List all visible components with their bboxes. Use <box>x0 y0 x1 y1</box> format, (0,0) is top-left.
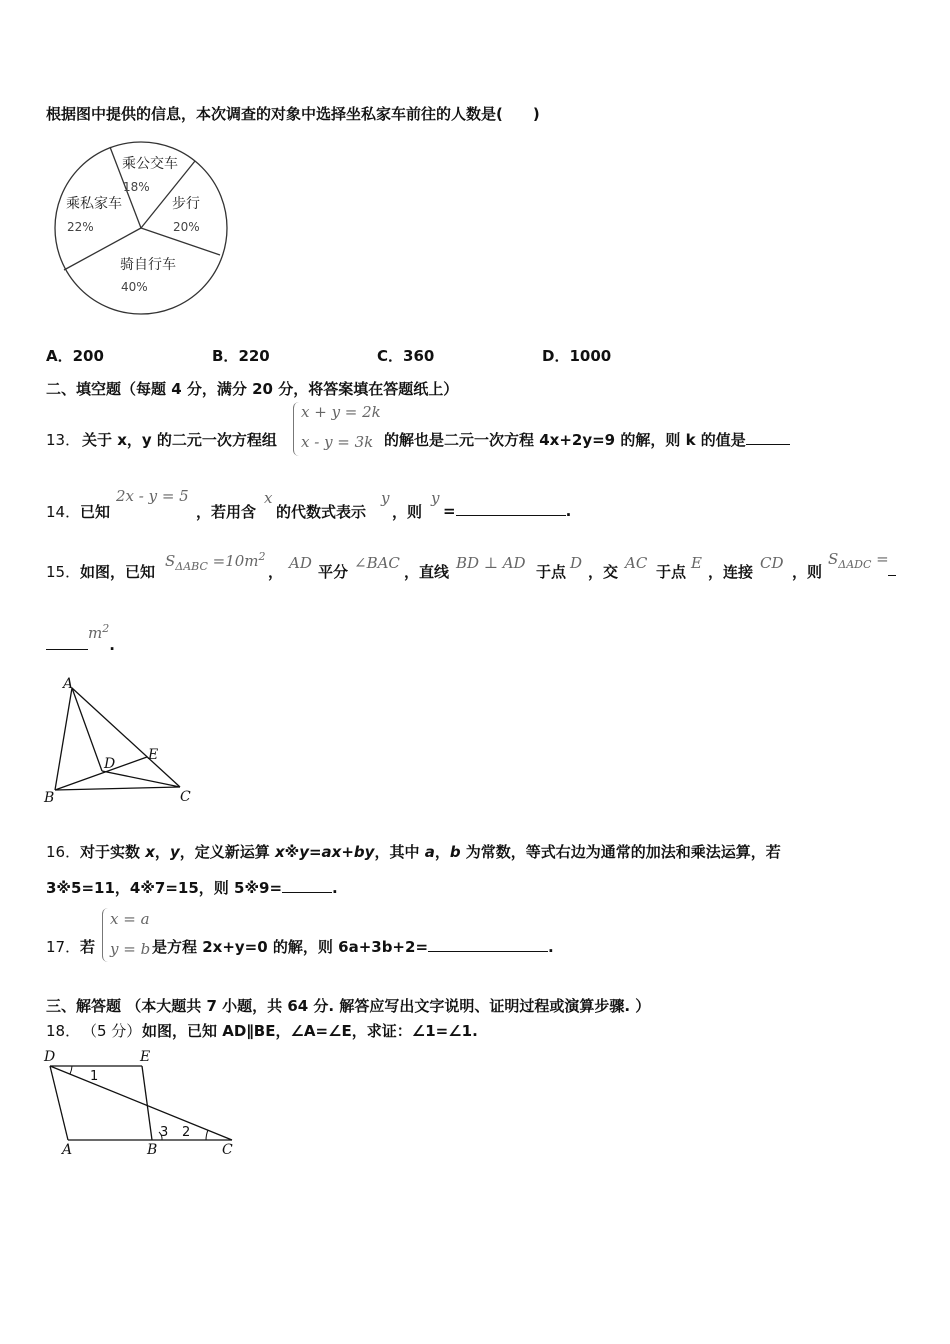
pie-label-bus: 乘公交车 <box>122 156 178 172</box>
q15-m4: BD ⊥ AD <box>456 554 526 572</box>
seg-ad <box>72 688 102 771</box>
q15-blank-start[interactable] <box>888 561 896 580</box>
q14-m1: 2x - y = 5 <box>116 487 189 505</box>
seg-dc <box>102 771 180 787</box>
pie-label-walk: 步行 <box>172 196 200 212</box>
q16-number: 16． <box>46 843 81 861</box>
seg-ab <box>55 688 72 790</box>
q15-answer-blank[interactable] <box>46 635 88 650</box>
label-e: E <box>148 747 159 763</box>
q14-answer-blank[interactable] <box>456 501 566 516</box>
q14-m3: y <box>381 489 390 507</box>
q13-eq1: x + y = 2k <box>301 403 381 421</box>
q14-t4: ，则 <box>392 503 423 521</box>
angle1-arc <box>70 1066 72 1074</box>
q15-m2: AD <box>289 554 312 572</box>
q13-eq2: x - y = 3k <box>301 433 374 451</box>
q18-text: 如图，已知 AD∥BE，∠A=∠E，求证：∠1=∠1. <box>142 1022 478 1040</box>
q15-area-adc: $S_{\Delta ADC}$ = <box>828 550 889 571</box>
q15-t9: ，则 <box>792 563 823 581</box>
seg-be <box>55 757 147 790</box>
q16-line1: 对于实数 x，y，定义新运算 x※y=ax+by，其中 a，b 为常数，等式右边为通常的加法和乘法运算，若 <box>80 843 781 861</box>
option-a: A．200 <box>46 347 104 365</box>
q14-t2: ，若用含 <box>196 503 257 521</box>
q16-line2: 3※5=11，4※7=15，则 5※9= . <box>46 879 338 897</box>
q12-stem: 根据图中提供的信息，本次调查的对象中选择坐私家车前往的人数是( ) <box>46 105 540 123</box>
q14-t3: 的代数式表示 <box>276 503 367 521</box>
label-angle1: 1 <box>90 1069 99 1084</box>
pie-pct-car: 22% <box>67 220 94 234</box>
q17-brace <box>102 908 109 962</box>
q15-t7: 于点 <box>656 563 687 581</box>
q15-m6: AC <box>625 554 648 572</box>
label-b: B <box>147 1142 158 1158</box>
pie-label-car: 乘私家车 <box>66 196 122 212</box>
q17-eq2: y = b <box>110 940 151 958</box>
q15-m7: E <box>691 554 702 572</box>
seg-dc <box>50 1066 232 1140</box>
label-d: D <box>104 756 116 772</box>
label-angle2: 2 <box>182 1125 191 1140</box>
section2-title: 二、填空题（每题 4 分，满分 20 分，将答案填在答题纸上） <box>46 380 459 398</box>
option-c: C．360 <box>377 347 435 365</box>
q15-area-abc: $S_{\Delta ABC} =10m^2$ <box>165 550 266 573</box>
seg-ac <box>72 688 180 787</box>
q17-number: 17． <box>46 938 81 956</box>
label-c: C <box>180 789 191 805</box>
label-c: C <box>222 1142 233 1158</box>
pie-pct-bike: 40% <box>121 280 148 294</box>
label-angle3: 3 <box>160 1125 169 1140</box>
label-a: A <box>63 676 74 692</box>
q15-t4: ，直线 <box>404 563 450 581</box>
angle2-arc <box>206 1130 208 1140</box>
q18-score: （5 分） <box>82 1022 142 1040</box>
q15-t3: 平分 <box>318 563 349 581</box>
option-b: B．220 <box>212 347 270 365</box>
q15-answer-line: $m^2$. <box>46 634 115 654</box>
q14-answer: = . <box>443 502 572 520</box>
pie-pct-walk: 20% <box>173 220 200 234</box>
q18-number: 18． <box>46 1022 81 1040</box>
seg-eb <box>142 1066 152 1140</box>
label-a: A <box>62 1142 73 1158</box>
label-d: D <box>44 1049 56 1065</box>
q15-t5: 于点 <box>536 563 567 581</box>
seg-bc <box>55 787 180 790</box>
q14-m4: y <box>431 489 440 507</box>
section3-title: 三、解答题 （本大题共 7 小题，共 64 分. 解答应写出文字说明、证明过程或演算步骤. ） <box>46 997 651 1015</box>
q13-brace <box>293 402 300 456</box>
q15-t8: ，连接 <box>708 563 754 581</box>
q15-t1: 如图，已知 <box>80 563 156 581</box>
q13-number: 13． <box>46 431 81 449</box>
q14-t1: 已知 <box>80 503 111 521</box>
q14-number: 14． <box>46 503 81 521</box>
q15-t2: ， <box>268 563 284 581</box>
q18-figure <box>42 1046 237 1158</box>
pie-label-bike: 骑自行车 <box>120 257 176 273</box>
q17-eq1: x = a <box>110 910 150 928</box>
q15-m5: D <box>570 554 583 572</box>
q17-answer-blank[interactable] <box>428 937 548 952</box>
q13-post: 的解也是二元一次方程 4x+2y=9 的解，则 k 的值是 <box>384 429 790 450</box>
q15-t6: ，交 <box>588 563 619 581</box>
label-e: E <box>140 1049 151 1065</box>
q16-answer-blank[interactable] <box>282 878 332 893</box>
seg-da <box>50 1066 68 1140</box>
label-b: B <box>44 790 55 806</box>
q15-figure <box>40 674 200 808</box>
q15-number: 15． <box>46 563 81 581</box>
pie-pct-bus: 18% <box>123 180 150 194</box>
q15-m8: CD <box>760 554 784 572</box>
option-d: D．1000 <box>542 347 612 365</box>
q17-t1: 若 <box>80 938 96 956</box>
q15-m3: ∠BAC <box>354 554 400 572</box>
pie-chart <box>48 138 234 318</box>
q14-m2: x <box>264 489 273 507</box>
q17-t2: 是方程 2x+y=0 的解，则 6a+3b+2= . <box>152 938 554 956</box>
q13-answer-blank[interactable] <box>746 430 790 445</box>
q13-pre: 关于 x，y 的二元一次方程组 <box>82 431 277 449</box>
